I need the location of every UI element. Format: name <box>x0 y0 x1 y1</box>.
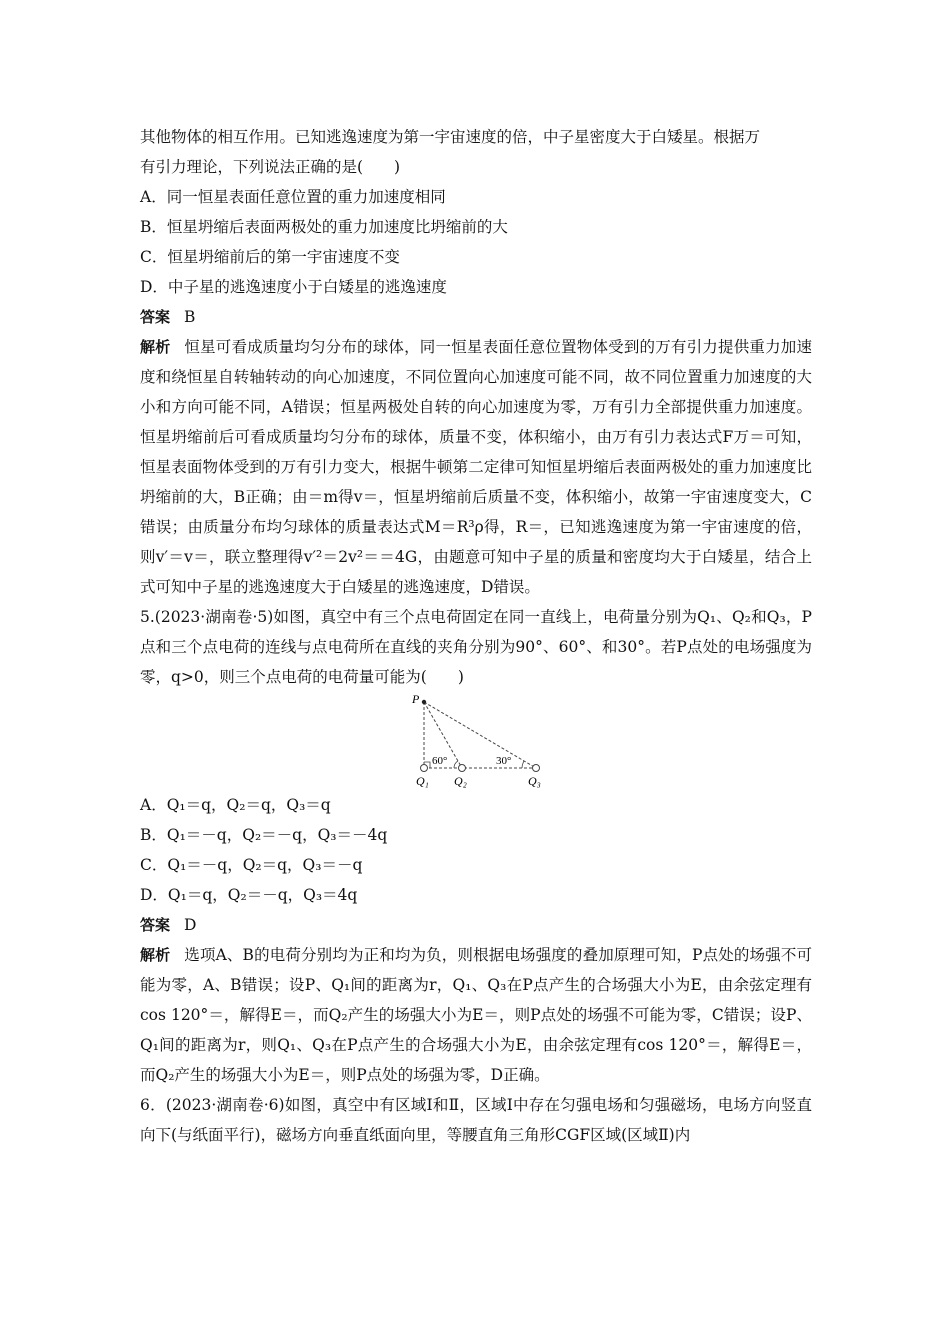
q5-stem: 5.(2023·湖南卷·5)如图，真空中有三个点电荷固定在同一直线上，电荷量分别为Q₁、Q₂和Q₃，P点和三个点电荷的连线与点电荷所在直线的夹角分别为90°、60°、和30°。若P点处的电场强度为零，q>0，则三个点电荷的电荷量可能为( ) <box>140 608 812 686</box>
q4-answer <box>140 302 812 332</box>
document-page <box>140 122 812 1150</box>
charge-diagram <box>408 692 548 788</box>
q5-option-b: B．Q₁＝－q，Q₂＝－q，Q₃＝－4q <box>140 826 388 844</box>
charge-q3 <box>533 765 540 772</box>
analysis-label: 解析 <box>140 338 171 356</box>
answer-label: 答案 <box>140 308 171 326</box>
answer-label: 答案 <box>140 916 171 934</box>
q4-stem-line-1: 其他物体的相互作用。已知逃逸速度为第一宇宙速度的倍，中子星密度大于白矮星。根据万 <box>140 128 761 146</box>
q5-option-c: C．Q₁＝－q，Q₂＝q，Q₃＝－q <box>140 856 363 874</box>
label-q2: Q₂ <box>454 774 467 788</box>
angle-arc-60 <box>454 761 458 768</box>
charge-q1 <box>421 765 428 772</box>
q4-answer-value: B <box>184 308 196 326</box>
q5-figure <box>140 692 812 790</box>
q5-option-d: D．Q₁＝q，Q₂＝－q，Q₃＝4q <box>140 886 358 904</box>
q4-option-b: B．恒星坍缩后表面两极处的重力加速度比坍缩前的大 <box>140 218 508 236</box>
label-angle-30: 30° <box>496 755 512 767</box>
q5-answer <box>140 910 812 940</box>
q5-analysis <box>140 940 812 1090</box>
q4-option-a: A．同一恒星表面任意位置的重力加速度相同 <box>140 188 446 206</box>
q4-stem-line-2: 有引力理论，下列说法正确的是( ) <box>140 158 401 176</box>
label-angle-60: 60° <box>432 755 448 767</box>
q4-option-c: C．恒星坍缩前后的第一宇宙速度不变 <box>140 248 400 266</box>
point-p <box>422 700 426 704</box>
q6-stem: 6．(2023·湖南卷·6)如图，真空中有区域Ⅰ和Ⅱ，区域Ⅰ中存在匀强电场和匀强磁场，电场方向竖直向下(与纸面平行)，磁场方向垂直纸面向里，等腰直角三角形CGF区域(区域Ⅱ)内 <box>140 1096 812 1144</box>
q4-analysis-text: 恒星可看成质量均匀分布的球体，同一恒星表面任意位置物体受到的万有引力提供重力加速度和绕恒星自转轴转动的向心加速度，不同位置向心加速度可能不同，故不同位置重力加速度的大小和方向可能不同，A错误；恒星两极处自转的向心加速度为零，万有引力全部提供重力加速度。恒星坍缩前后可看成质量均匀分布的球体，质量不变，体积缩小，由万有引力表达式F万＝可知，恒星表面物体受到的万有引力变大，根据牛顿第二定律可知恒星坍缩后表面两极处的重力加速度比坍缩前的大，B正确；由＝m得v＝，恒星坍缩前后质量不变，体积缩小，故第一宇宙速度变大，C错误；由质量分布均匀球体的质量表达式M＝R³ρ得，R＝，已知逃逸速度为第一宇宙速度的倍，则v′＝v＝，联立整理得v′²＝2v²＝＝4G，由题意可知中子星的质量和密度均大于白矮星，结合上式可知中子星的逃逸速度大于白矮星的逃逸速度，D错误。 <box>140 338 812 596</box>
q4-analysis <box>140 332 812 602</box>
q4-option-d: D．中子星的逃逸速度小于白矮星的逃逸速度 <box>140 278 447 296</box>
q5-option-a: A．Q₁＝q，Q₂＝q，Q₃＝q <box>140 796 331 814</box>
charge-q2 <box>459 765 466 772</box>
q5-analysis-text: 选项A、B的电荷分别均为正和均为负，则根据电场强度的叠加原理可知，P点处的场强不可能为零，A、B错误；设P、Q₁间的距离为r，Q₁、Q₃在P点产生的合场强大小为E，由余弦定理有cos 120°＝，解得E＝，而Q₂产生的场强大小为E＝，则P点处的场强不可能为零，C错误；设P、Q₁间的距离为r，则Q₁、Q₃在P点产生的合场强大小为E，由余弦定理有cos 120°＝，解得E＝，而Q₂产生的场强大小为E＝，则P点处的场强为零，D正确。 <box>140 946 812 1084</box>
label-p: P <box>412 692 420 706</box>
label-q3: Q₃ <box>528 774 541 788</box>
analysis-label: 解析 <box>140 946 171 964</box>
angle-arc-30 <box>522 761 524 768</box>
q5-answer-value: D <box>184 916 197 934</box>
label-q1: Q₁ <box>416 774 429 788</box>
